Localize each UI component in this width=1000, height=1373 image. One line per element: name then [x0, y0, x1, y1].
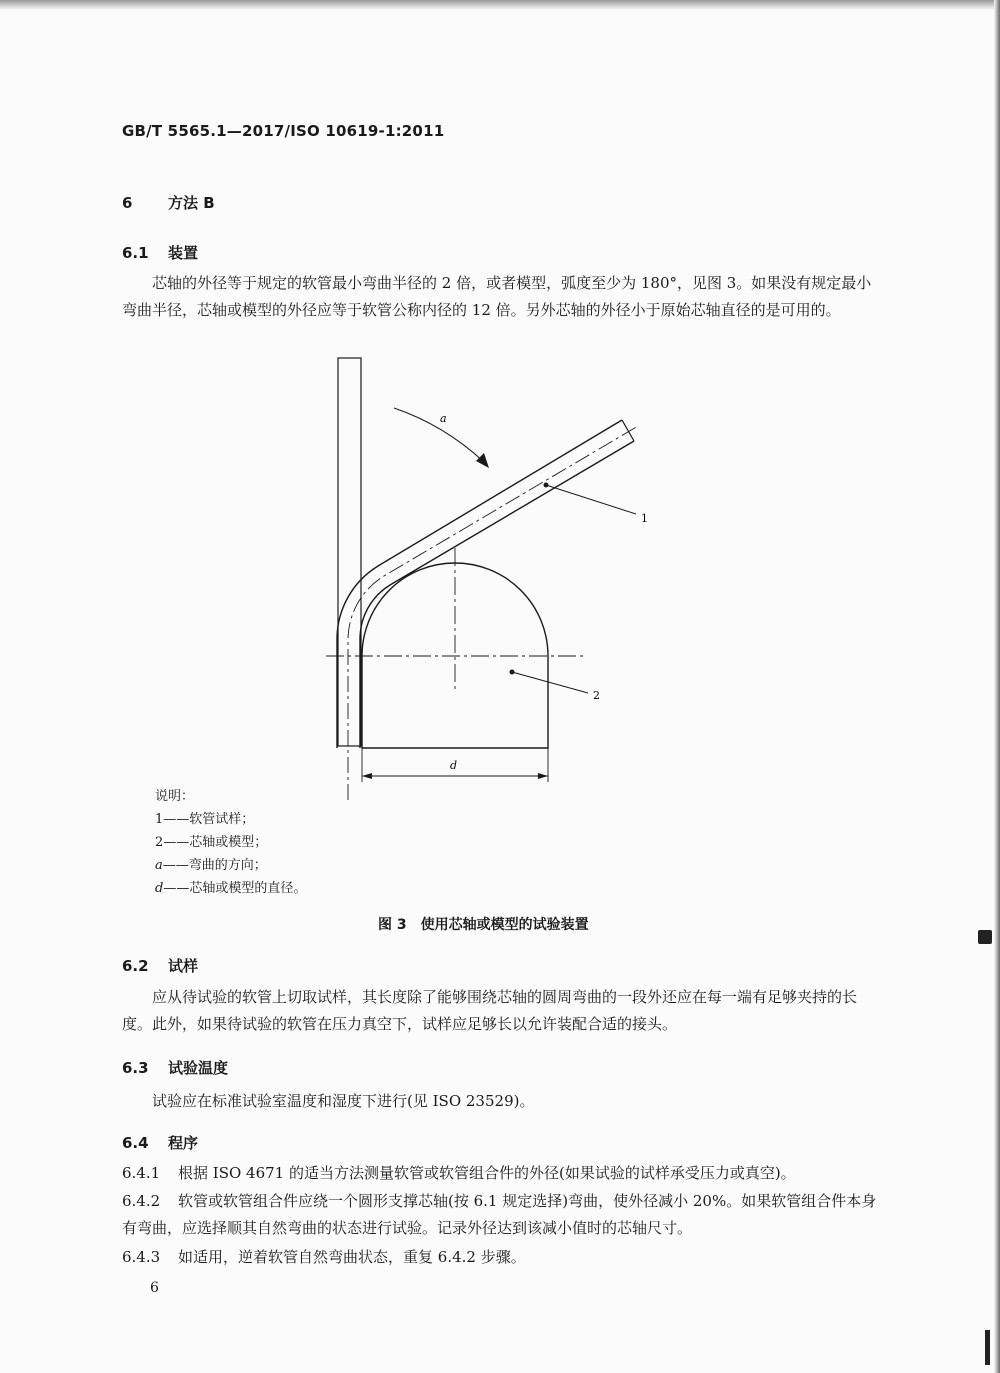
page-number: 6 — [150, 1280, 159, 1296]
clause-text: 如适用，逆着软管自然弯曲状态，重复 6.4.2 步骤。 — [178, 1248, 526, 1266]
section-title: 试验温度 — [168, 1059, 229, 1077]
section-title: 试样 — [168, 957, 199, 975]
section-number: 6.2 — [122, 957, 149, 975]
legend-item: a——弯曲的方向； — [155, 858, 267, 873]
hose-centerline — [348, 426, 638, 800]
section-6-4-heading — [122, 1132, 198, 1153]
clause-6-4-3 — [122, 1244, 878, 1271]
bend-arrow-head — [476, 453, 489, 468]
section-6-2-paragraph: 应从待试验的软管上切取试样，其长度除了能够围绕芯轴的圆周弯曲的一段外还应在每一端有足够夹持的长度。此外，如果待试验的软管在压力真空下，试样应足够长以允许装配合适的接头。 — [122, 988, 858, 1033]
label-1: 1 — [641, 512, 648, 525]
section-6-3-paragraph: 试验应在标准试验室温度和湿度下进行(见 ISO 23529)。 — [152, 1092, 535, 1110]
section-6-1-paragraph: 芯轴的外径等于规定的软管最小弯曲半径的 2 倍，或者模型，弧度至少为 180°，见图 3。如果没有规定最小弯曲半径，芯轴或模型的外径应等于软管公称内径的 12 倍。另外芯轴的外径小于原始芯轴直径的是可用的。 — [122, 274, 872, 319]
leader-1-line — [546, 485, 636, 514]
section-6-2-heading — [122, 955, 198, 976]
section-number: 6.4 — [122, 1134, 149, 1152]
label-d: d — [450, 759, 458, 772]
dim-arrow-left — [362, 773, 372, 779]
clause-text: 软管或软管组合件应绕一个圆形支撑芯轴(按 6.1 规定选择)弯曲，使外径减小 20%。如果软管组合件本身有弯曲，应选择顺其自然弯曲的状态进行试验。记录外径达到该减小值时的芯轴尺寸。 — [122, 1192, 877, 1237]
section-number: 6.1 — [122, 244, 149, 262]
legend-item: d——芯轴或模型的直径。 — [155, 881, 307, 896]
section-6-3-heading — [122, 1057, 228, 1078]
legend-item: 1——软管试样； — [155, 812, 255, 827]
standard-number: GB/T 5565.1—2017/ISO 10619-1:2011 — [122, 122, 445, 140]
clause-number: 6.4.3 — [122, 1248, 161, 1266]
section-title: 方法 B — [168, 194, 215, 212]
dim-arrow-right — [538, 773, 548, 779]
figure-caption: 图 3 使用芯轴或模型的试验装置 — [378, 917, 589, 933]
legend-title: 说明： — [155, 789, 195, 804]
section-title: 装置 — [168, 244, 199, 262]
hose-outer-edge — [337, 420, 622, 748]
section-number: 6.3 — [122, 1059, 149, 1077]
label-a: a — [440, 412, 447, 425]
legend-item: 2——芯轴或模型； — [155, 835, 268, 850]
clause-6-4-2 — [122, 1188, 878, 1242]
leader-2-line — [512, 672, 588, 693]
section-number: 6 — [122, 194, 133, 212]
bend-direction-arrow — [394, 408, 484, 462]
clause-6-4-1 — [122, 1160, 878, 1187]
clamp-bar — [338, 358, 361, 746]
section-title: 程序 — [168, 1134, 199, 1152]
clause-text: 根据 ISO 4671 的适当方法测量软管或软管组合件的外径(如果试验的试样承受压力或真空)。 — [178, 1164, 796, 1182]
label-2: 2 — [593, 689, 600, 702]
figure-legend — [155, 785, 306, 900]
clause-number: 6.4.2 — [122, 1192, 161, 1210]
clause-number: 6.4.1 — [122, 1164, 161, 1182]
hose-end — [622, 420, 634, 441]
